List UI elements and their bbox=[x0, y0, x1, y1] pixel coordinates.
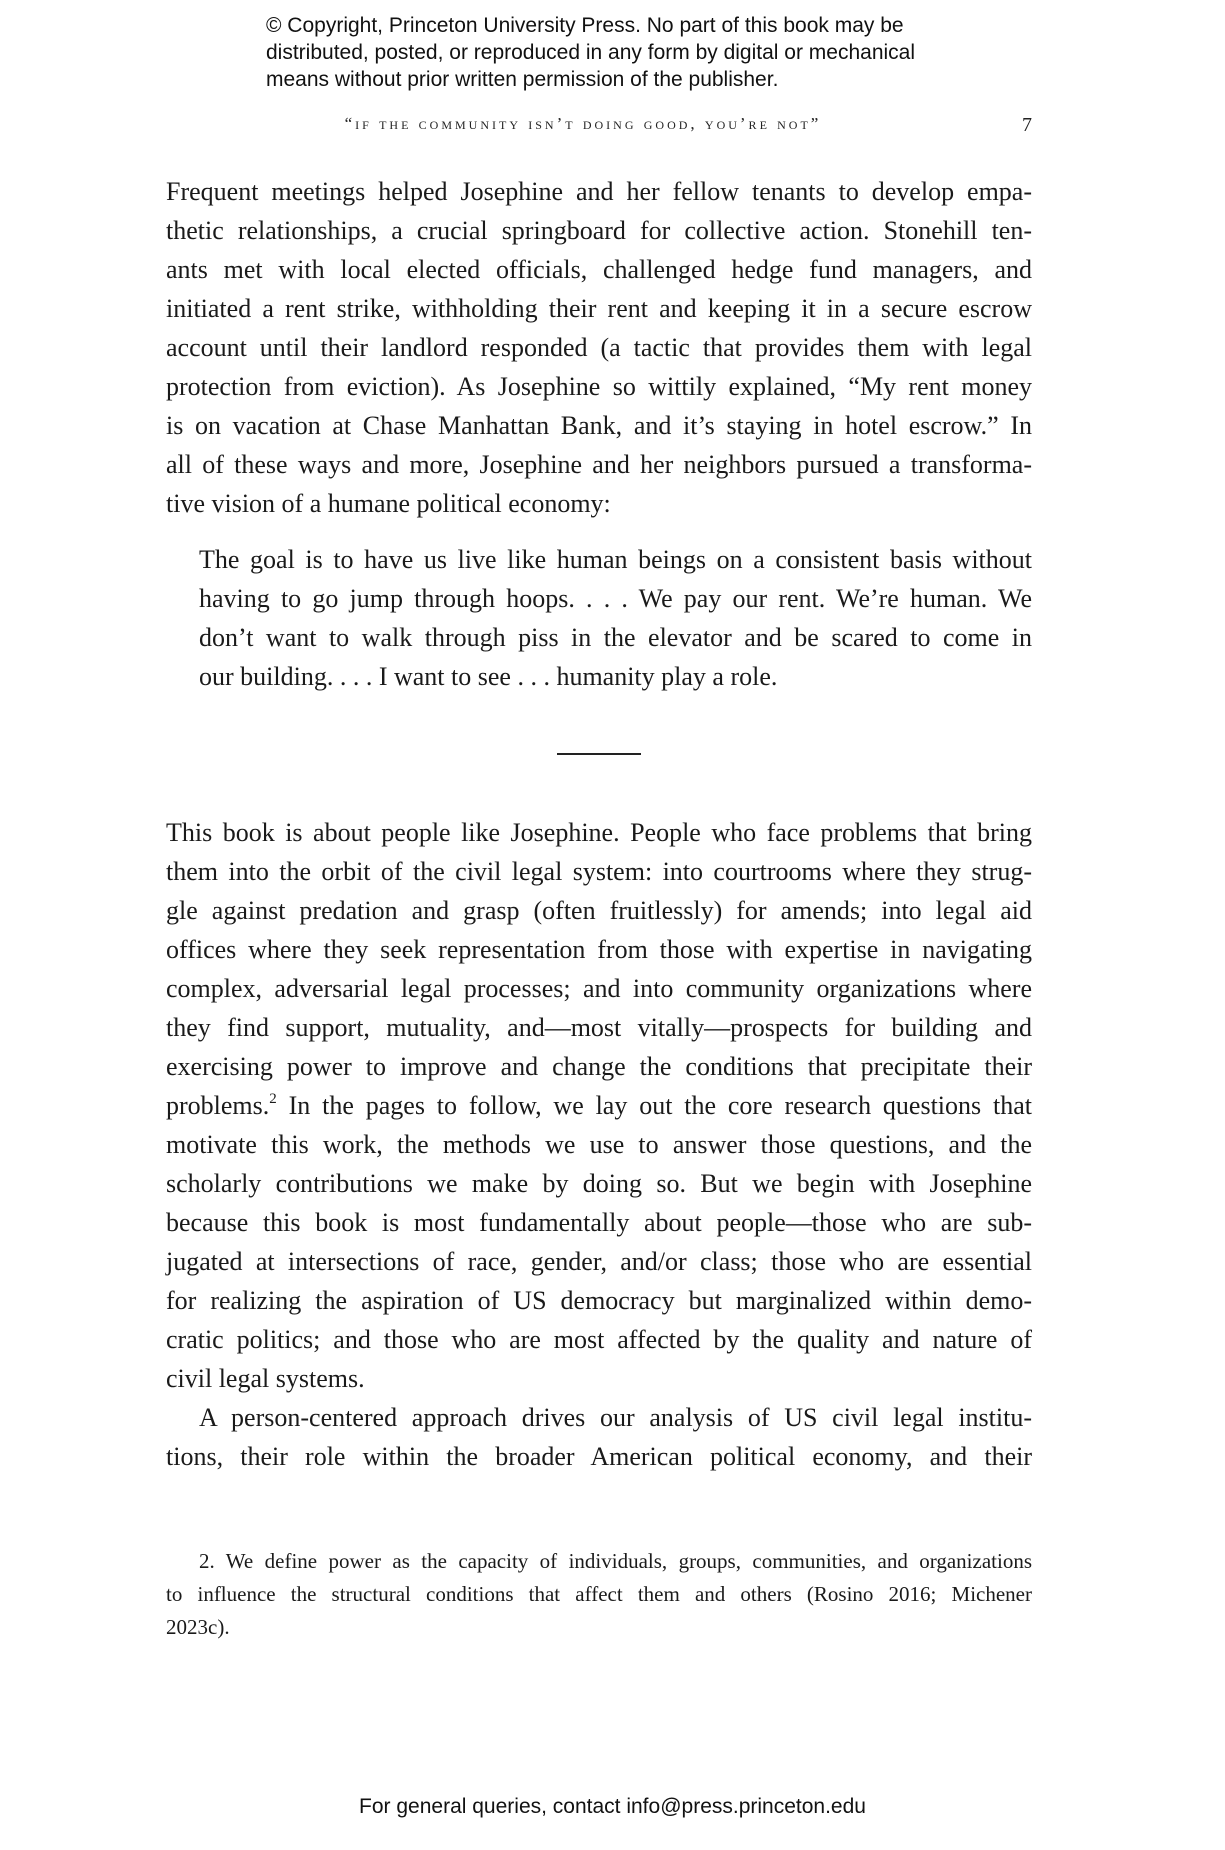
footnote-line: to influence the structural conditions that affect them and others (Rosino 2016; Michener bbox=[166, 1582, 1032, 1606]
text-line: they find support, mutuality, and—most vitally—prospects for building and bbox=[166, 1013, 1032, 1042]
text-fragment: problems. bbox=[166, 1091, 270, 1120]
text-fragment: In the pages to follow, we lay out the core research questions that bbox=[276, 1091, 1032, 1120]
footnote-reference[interactable]: 2 bbox=[269, 1091, 277, 1107]
block-quote bbox=[199, 540, 1032, 696]
text-line: tions, their role within the broader American political economy, and their bbox=[166, 1442, 1032, 1471]
text-line: initiated a rent strike, withholding their rent and keeping it in a secure escrow bbox=[166, 294, 1032, 323]
text-line: motivate this work, the methods we use to answer those questions, and the bbox=[166, 1130, 1032, 1159]
text-line: offices where they seek representation from those with expertise in navigating bbox=[166, 935, 1032, 964]
text-line: thetic relationships, a crucial springboard for collective action. Stonehill ten- bbox=[166, 216, 1032, 245]
text-line: all of these ways and more, Josephine and her neighbors pursued a transforma- bbox=[166, 450, 1032, 479]
text-line: exercising power to improve and change the conditions that precipitate their bbox=[166, 1052, 1032, 1081]
text-line: them into the orbit of the civil legal system: into courtrooms where they strug- bbox=[166, 857, 1032, 886]
text-line: gle against predation and grasp (often fruitlessly) for amends; into legal aid bbox=[166, 896, 1032, 925]
quote-line: don’t want to walk through piss in the elevator and be scared to come in bbox=[199, 623, 1032, 652]
copyright-line: means without prior written permission of the publisher. bbox=[266, 68, 779, 91]
running-head-title: “if the community isn’t doing good, you’re not” bbox=[344, 114, 822, 133]
text-line: for realizing the aspiration of US democracy but marginalized within demo- bbox=[166, 1286, 1032, 1315]
text-line: because this book is most fundamentally about people—those who are sub- bbox=[166, 1208, 1032, 1237]
copyright-line: © Copyright, Princeton University Press. No part of this book may be bbox=[266, 14, 904, 37]
text-line: civil legal systems. bbox=[166, 1364, 365, 1393]
running-head bbox=[166, 114, 1032, 134]
copyright-line: distributed, posted, or reproduced in any form by digital or mechanical bbox=[266, 41, 916, 64]
quote-line: having to go jump through hoops. . . . We pay our rent. We’re human. We bbox=[199, 584, 1032, 613]
section-divider bbox=[557, 753, 641, 755]
quote-line: our building. . . . I want to see . . . humanity play a role. bbox=[199, 662, 778, 691]
text-line: Frequent meetings helped Josephine and her fellow tenants to develop empa- bbox=[166, 177, 1032, 206]
text-line: complex, adversarial legal processes; and into community organizations where bbox=[166, 974, 1032, 1003]
contact-info: For general queries, contact info@press.princeton.edu bbox=[359, 1795, 866, 1818]
text-line: tive vision of a humane political economy: bbox=[166, 489, 611, 518]
paragraph-1 bbox=[166, 172, 1032, 523]
footnote bbox=[166, 1545, 1032, 1644]
text-line: ants met with local elected officials, challenged hedge fund managers, and bbox=[166, 255, 1032, 284]
page-number: 7 bbox=[1022, 114, 1032, 136]
quote-line: The goal is to have us live like human beings on a consistent basis without bbox=[199, 545, 1032, 574]
footnote-line: 2. We define power as the capacity of individuals, groups, communities, and organizations bbox=[199, 1549, 1032, 1573]
text-line: jugated at intersections of race, gender, and/or class; those who are essential bbox=[166, 1247, 1032, 1276]
text-line-with-footnote bbox=[166, 1086, 1032, 1125]
text-line: scholarly contributions we make by doing so. But we begin with Josephine bbox=[166, 1169, 1032, 1198]
copyright-notice bbox=[266, 12, 986, 93]
text-line: account until their landlord responded (a tactic that provides them with legal bbox=[166, 333, 1032, 362]
footnote-line: 2023c). bbox=[166, 1615, 230, 1639]
text-line: protection from eviction). As Josephine so wittily explained, “My rent money bbox=[166, 372, 1032, 401]
text-line: This book is about people like Josephine. People who face problems that bring bbox=[166, 818, 1032, 847]
paragraph-2 bbox=[166, 813, 1032, 1476]
text-line: cratic politics; and those who are most affected by the quality and nature of bbox=[166, 1325, 1032, 1354]
text-line: is on vacation at Chase Manhattan Bank, and it’s staying in hotel escrow.” In bbox=[166, 411, 1032, 440]
text-line: A person-centered approach drives our analysis of US civil legal institu- bbox=[199, 1403, 1032, 1432]
